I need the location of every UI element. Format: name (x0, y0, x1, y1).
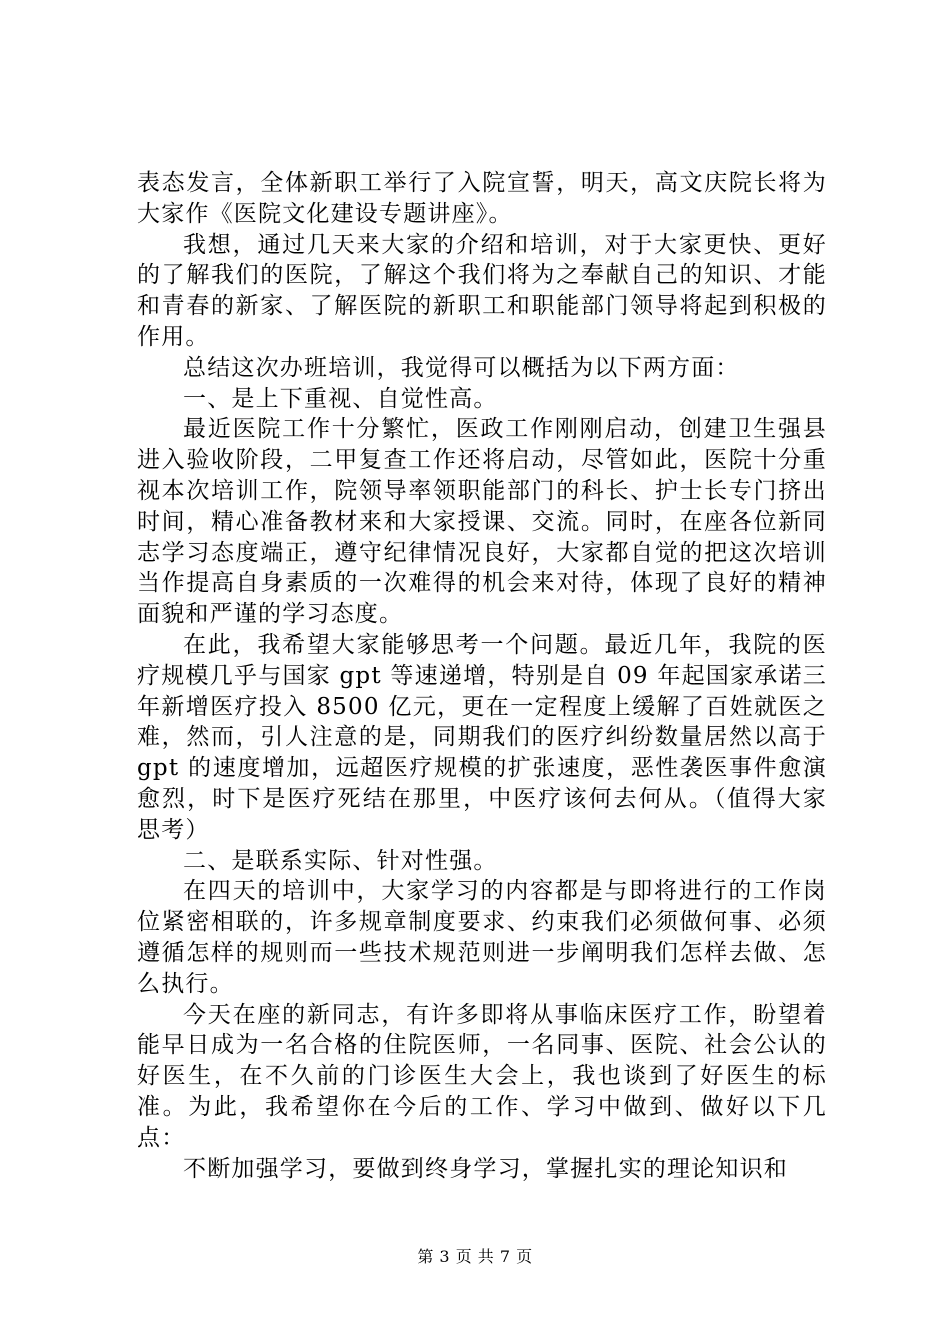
paragraph-4: 最近医院工作十分繁忙，医政工作刚刚启动，创建卫生强县进入验收阶段，二甲复查工作还将启动，尽管如此，医院十分重视本次培训工作，院领导率领职能部门的科长、护士长专门挤出时间，精心准备教材来和大家授课、交流。同时，在座各位新同志学习态度端正，遵守纪律情况良好，大家都自觉的把这次培训当作提高自身素质的一次难得的机会来对待，体现了良好的精神面貌和严谨的学习态度。 (137, 416, 827, 628)
paragraph-3: 总结这次办班培训，我觉得可以概括为以下两方面： (183, 354, 740, 381)
paragraph-2: 我想，通过几天来大家的介绍和培训，对于大家更快、更好的了解我们的医院，了解这个我们将为之奉献自己的知识、才能和青春的新家、了解医院的新职工和职能部门领导将起到积极的作用。 (137, 231, 827, 350)
paragraph-5: 在此，我希望大家能够思考一个问题。最近几年，我院的医疗规模几乎与国家 gpt 等速递增，特别是自 09 年起国家承诺三年新增医疗投入 8500 亿元，更在一定程度上缓解了百姓就医之难，然而，引人注意的是，同期我们的医疗纠纷数量居然以高于 gpt 的速度增加，远超医疗规模的扩张速度，恶性袭医事件愈演愈烈，时下是医疗死结在那里，中医疗该何去何从。（值得大家思考） (137, 631, 827, 843)
section-heading-2: 二、是联系实际、针对性强。 (183, 847, 498, 874)
paragraph-7: 今天在座的新同志，有许多即将从事临床医疗工作，盼望着能早日成为一名合格的住院医师，一名同事、医院、社会公认的好医生，在不久前的门诊医生大会上，我也谈到了好医生的标准。为此，我希望你在今后的工作、学习中做到、做好以下几点： (137, 1001, 827, 1151)
section-heading-1: 一、是上下重视、自觉性高。 (183, 385, 498, 412)
page-number-footer: 第 3 页 共 7 页 (417, 1247, 533, 1266)
paragraph-6: 在四天的培训中，大家学习的内容都是与即将进行的工作岗位紧密相联的，许多规章制度要求、约束我们必须做何事、必须遵循怎样的规则而一些技术规范则进一步阐明我们怎样去做、怎么执行。 (137, 878, 827, 997)
paragraph-1: 表态发言，全体新职工举行了入院宣誓，明天，高文庆院长将为大家作《医院文化建设专题讲座》。 (137, 170, 827, 227)
paragraph-8: 不断加强学习，要做到终身学习，掌握扎实的理论知识和 (183, 1155, 788, 1182)
document-body (137, 168, 827, 1184)
